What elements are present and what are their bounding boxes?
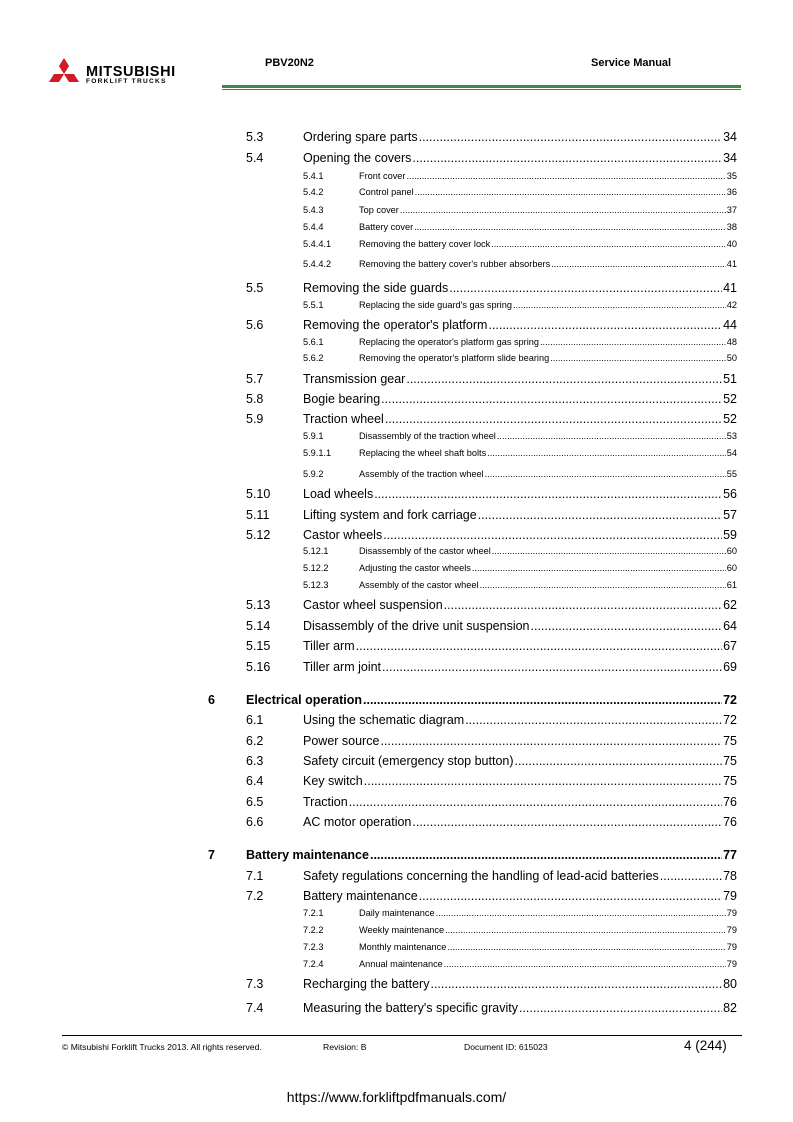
toc-entry-title: Electrical operation bbox=[246, 693, 363, 707]
toc-entry-title: Control panel bbox=[359, 187, 414, 197]
toc-entry-number: 5.4 bbox=[246, 151, 264, 165]
header-manual-title: Service Manual bbox=[591, 57, 672, 69]
toc-entry-page: 79 bbox=[723, 889, 737, 903]
toc-entry-title: Traction bbox=[303, 795, 348, 809]
toc-entry[interactable] bbox=[0, 353, 793, 367]
toc-entry-number: 6.6 bbox=[246, 815, 264, 829]
toc-entry[interactable] bbox=[0, 713, 793, 731]
toc-entry-title: Opening the covers bbox=[303, 151, 412, 165]
toc-entry[interactable] bbox=[0, 977, 793, 995]
toc-entry-page: 79 bbox=[726, 942, 737, 952]
toc-entry-title: Safety regulations concerning the handling of lead-acid batteries bbox=[303, 869, 659, 883]
toc-dot-leader bbox=[472, 563, 726, 573]
toc-entry-page: 77 bbox=[723, 848, 737, 862]
toc-entry[interactable] bbox=[0, 942, 793, 956]
toc-dot-leader bbox=[374, 487, 722, 501]
toc-entry[interactable] bbox=[0, 754, 793, 772]
toc-entry[interactable] bbox=[0, 487, 793, 505]
toc-dot-leader bbox=[406, 372, 722, 386]
toc-entry-number: 7.2.3 bbox=[303, 942, 324, 952]
toc-entry-number: 5.9.1 bbox=[303, 431, 324, 441]
toc-entry-title: Castor wheel suspension bbox=[303, 598, 443, 612]
toc-entry-page: 50 bbox=[726, 353, 737, 363]
toc-entry-page: 53 bbox=[726, 431, 737, 441]
toc-dot-leader bbox=[412, 151, 722, 165]
toc-dot-leader bbox=[497, 431, 726, 441]
toc-entry[interactable] bbox=[0, 908, 793, 922]
toc-dot-leader bbox=[513, 300, 726, 310]
toc-entry[interactable] bbox=[0, 187, 793, 201]
toc-dot-leader bbox=[491, 239, 726, 249]
toc-dot-leader bbox=[436, 908, 726, 918]
toc-entry-number: 6 bbox=[208, 693, 215, 707]
toc-dot-leader bbox=[415, 187, 726, 197]
toc-entry-number: 5.12.1 bbox=[303, 546, 329, 556]
toc-entry-page: 52 bbox=[723, 412, 737, 426]
toc-entry-title: Disassembly of the drive unit suspension bbox=[303, 619, 530, 633]
toc-entry-number: 5.9.1.1 bbox=[303, 448, 332, 458]
toc-dot-leader bbox=[492, 546, 726, 556]
toc-entry[interactable] bbox=[0, 300, 793, 314]
toc-entry-number: 5.5.1 bbox=[303, 300, 324, 310]
toc-entry-title: Power source bbox=[303, 734, 380, 748]
toc-chapter[interactable] bbox=[0, 848, 793, 866]
toc-entry-title: Front cover bbox=[359, 171, 406, 181]
toc-entry[interactable] bbox=[0, 469, 793, 483]
toc-entry-number: 5.4.1 bbox=[303, 171, 324, 181]
toc-entry-page: 72 bbox=[723, 713, 737, 727]
toc-entry-number: 5.13 bbox=[246, 598, 271, 612]
toc-dot-leader bbox=[465, 713, 722, 727]
toc-dot-leader bbox=[363, 693, 722, 707]
toc-entry-number: 6.5 bbox=[246, 795, 264, 809]
toc-entry[interactable] bbox=[0, 239, 793, 253]
toc-entry-number: 5.8 bbox=[246, 392, 264, 406]
toc-dot-leader bbox=[540, 337, 726, 347]
toc-entry-page: 78 bbox=[723, 869, 737, 883]
toc-entry-title: Removing the battery cover's rubber absorbers bbox=[359, 259, 551, 269]
toc-entry-page: 62 bbox=[723, 598, 737, 612]
toc-entry-title: Castor wheels bbox=[303, 528, 383, 542]
toc-entry-title: Removing the operator's platform bbox=[303, 318, 488, 332]
toc-entry[interactable] bbox=[0, 815, 793, 833]
footer-document-id: Document ID: 615023 bbox=[464, 1042, 548, 1052]
toc-entry-number: 5.5 bbox=[246, 281, 264, 295]
toc-entry[interactable] bbox=[0, 959, 793, 973]
toc-entry-page: 54 bbox=[726, 448, 737, 458]
toc-entry-page: 79 bbox=[726, 925, 737, 935]
toc-entry-title: Battery cover bbox=[359, 222, 414, 232]
toc-entry-title: Load wheels bbox=[303, 487, 374, 501]
toc-entry-number: 7.3 bbox=[246, 977, 264, 991]
toc-entry[interactable] bbox=[0, 448, 793, 462]
mitsubishi-diamonds-icon bbox=[46, 58, 82, 90]
toc-entry-title: Transmission gear bbox=[303, 372, 406, 386]
toc-entry-page: 36 bbox=[726, 187, 737, 197]
toc-dot-leader bbox=[385, 412, 722, 426]
footer-rule bbox=[62, 1035, 742, 1036]
toc-entry-number: 6.3 bbox=[246, 754, 264, 768]
toc-dot-leader bbox=[380, 734, 722, 748]
toc-entry-title: Bogie bearing bbox=[303, 392, 381, 406]
toc-entry-title: Removing the operator's platform slide bearing bbox=[359, 353, 550, 363]
toc-dot-leader bbox=[381, 392, 722, 406]
toc-dot-leader bbox=[383, 528, 722, 542]
toc-entry-title: Replacing the side guard's gas spring bbox=[359, 300, 512, 310]
toc-entry-number: 5.4.3 bbox=[303, 205, 324, 215]
toc-entry-number: 5.12 bbox=[246, 528, 271, 542]
toc-entry-number: 5.7 bbox=[246, 372, 264, 386]
toc-entry-number: 7.2.4 bbox=[303, 959, 324, 969]
toc-dot-leader bbox=[531, 619, 723, 633]
toc-entry-title: Assembly of the traction wheel bbox=[359, 469, 484, 479]
toc-entry-number: 6.4 bbox=[246, 774, 264, 788]
toc-entry[interactable] bbox=[0, 889, 793, 907]
toc-entry-page: 60 bbox=[726, 546, 737, 556]
toc-entry[interactable] bbox=[0, 222, 793, 236]
toc-entry-page: 61 bbox=[726, 580, 737, 590]
toc-dot-leader bbox=[400, 205, 726, 215]
footer-page-number: 4 (244) bbox=[684, 1038, 727, 1053]
toc-entry-number: 5.6.2 bbox=[303, 353, 324, 363]
toc-entry[interactable] bbox=[0, 774, 793, 792]
toc-entry-title: Safety circuit (emergency stop button) bbox=[303, 754, 514, 768]
toc-entry-page: 69 bbox=[723, 660, 737, 674]
toc-entry[interactable] bbox=[0, 869, 793, 887]
toc-entry-number: 5.3 bbox=[246, 130, 264, 144]
toc-dot-leader bbox=[356, 639, 722, 653]
toc-entry-number: 6.2 bbox=[246, 734, 264, 748]
toc-entry-number: 7 bbox=[208, 848, 215, 862]
toc-dot-leader bbox=[488, 318, 722, 332]
toc-entry-title: Daily maintenance bbox=[359, 908, 435, 918]
toc-entry-page: 79 bbox=[726, 959, 737, 969]
toc-entry-number: 7.2.1 bbox=[303, 908, 324, 918]
toc-entry[interactable] bbox=[0, 205, 793, 219]
toc-entry[interactable] bbox=[0, 734, 793, 752]
toc-entry-title: Traction wheel bbox=[303, 412, 384, 426]
toc-dot-leader bbox=[406, 171, 725, 181]
toc-entry[interactable] bbox=[0, 619, 793, 637]
toc-entry-title: Disassembly of the castor wheel bbox=[359, 546, 491, 556]
toc-dot-leader bbox=[445, 925, 726, 935]
toc-dot-leader bbox=[444, 959, 726, 969]
source-url[interactable]: https://www.forkliftpdfmanuals.com/ bbox=[286, 1089, 507, 1105]
toc-entry-page: 75 bbox=[723, 774, 737, 788]
toc-entry[interactable] bbox=[0, 546, 793, 560]
toc-entry-number: 5.6.1 bbox=[303, 337, 324, 347]
toc-entry-page: 35 bbox=[726, 171, 737, 181]
toc-entry[interactable] bbox=[0, 528, 793, 546]
toc-entry-number: 5.9 bbox=[246, 412, 264, 426]
toc-entry-title: Monthly maintenance bbox=[359, 942, 447, 952]
toc-dot-leader bbox=[382, 660, 722, 674]
brand-name: MITSUBISHI bbox=[86, 64, 176, 80]
toc-entry-page: 59 bbox=[723, 528, 737, 542]
toc-entry[interactable] bbox=[0, 563, 793, 577]
toc-entry-page: 40 bbox=[726, 239, 737, 249]
toc-entry[interactable] bbox=[0, 392, 793, 410]
toc-entry-title: Battery maintenance bbox=[303, 889, 418, 903]
toc-entry[interactable] bbox=[0, 412, 793, 430]
toc-dot-leader bbox=[419, 889, 722, 903]
toc-entry-page: 60 bbox=[726, 563, 737, 573]
toc-entry-page: 34 bbox=[723, 151, 737, 165]
toc-entry-title: Recharging the battery bbox=[303, 977, 430, 991]
toc-entry-number: 5.12.2 bbox=[303, 563, 329, 573]
toc-entry[interactable] bbox=[0, 431, 793, 445]
toc-dot-leader bbox=[370, 848, 722, 862]
toc-entry-number: 5.11 bbox=[246, 508, 270, 522]
toc-dot-leader bbox=[444, 598, 722, 612]
brand-subtitle: FORKLIFT TRUCKS bbox=[86, 78, 167, 85]
toc-entry[interactable] bbox=[0, 1001, 793, 1019]
toc-entry[interactable] bbox=[0, 580, 793, 594]
toc-entry-page: 42 bbox=[726, 300, 737, 310]
toc-entry-page: 51 bbox=[723, 372, 737, 386]
toc-entry-title: Removing the side guards bbox=[303, 281, 449, 295]
toc-dot-leader bbox=[519, 1001, 722, 1015]
toc-dot-leader bbox=[478, 508, 722, 522]
header-rule bbox=[222, 85, 741, 88]
toc-entry-title: Measuring the battery's specific gravity bbox=[303, 1001, 518, 1015]
toc-entry[interactable] bbox=[0, 259, 793, 273]
toc-entry-page: 52 bbox=[723, 392, 737, 406]
toc-entry-page: 57 bbox=[723, 508, 737, 522]
toc-entry-number: 7.2.2 bbox=[303, 925, 324, 935]
toc-entry-page: 72 bbox=[723, 693, 737, 707]
toc-dot-leader bbox=[550, 353, 726, 363]
toc-entry-number: 6.1 bbox=[246, 713, 264, 727]
toc-entry[interactable] bbox=[0, 337, 793, 351]
toc-dot-leader bbox=[551, 259, 726, 269]
toc-entry-title: Replacing the operator's platform gas spring bbox=[359, 337, 539, 347]
toc-entry-page: 48 bbox=[726, 337, 737, 347]
toc-entry-title: Top cover bbox=[359, 205, 399, 215]
toc-entry-title: Adjusting the castor wheels bbox=[359, 563, 471, 573]
toc-entry-page: 75 bbox=[723, 734, 737, 748]
toc-dot-leader bbox=[447, 942, 725, 952]
toc-entry-title: Lifting system and fork carriage bbox=[303, 508, 477, 522]
toc-entry-title: Tiller arm joint bbox=[303, 660, 382, 674]
toc-entry-page: 64 bbox=[723, 619, 737, 633]
toc-entry-page: 76 bbox=[723, 795, 737, 809]
toc-entry-page: 34 bbox=[723, 130, 737, 144]
toc-dot-leader bbox=[449, 281, 722, 295]
toc-chapter[interactable] bbox=[0, 693, 793, 711]
toc-entry-page: 55 bbox=[726, 469, 737, 479]
toc-entry[interactable] bbox=[0, 508, 793, 526]
toc-entry-page: 44 bbox=[723, 318, 737, 332]
toc-dot-leader bbox=[364, 774, 722, 788]
toc-entry-number: 5.4.2 bbox=[303, 187, 324, 197]
toc-entry-number: 5.15 bbox=[246, 639, 271, 653]
toc-dot-leader bbox=[414, 222, 726, 232]
header-rule-thin bbox=[222, 89, 741, 90]
toc-entry-page: 41 bbox=[723, 281, 737, 295]
footer-copyright: © Mitsubishi Forklift Trucks 2013. All rights reserved. bbox=[62, 1042, 262, 1052]
toc-entry-title: Assembly of the castor wheel bbox=[359, 580, 479, 590]
toc-entry-number: 5.10 bbox=[246, 487, 271, 501]
toc-dot-leader bbox=[485, 469, 726, 479]
toc-entry-number: 7.1 bbox=[246, 869, 264, 883]
toc-entry[interactable] bbox=[0, 639, 793, 657]
toc-entry[interactable] bbox=[0, 925, 793, 939]
toc-entry-page: 76 bbox=[723, 815, 737, 829]
toc-entry-page: 41 bbox=[726, 259, 737, 269]
toc-entry-number: 5.6 bbox=[246, 318, 264, 332]
toc-entry[interactable] bbox=[0, 171, 793, 185]
toc-entry-page: 67 bbox=[723, 639, 737, 653]
header-model: PBV20N2 bbox=[265, 57, 314, 69]
toc-entry-page: 82 bbox=[723, 1001, 737, 1015]
toc-entry[interactable] bbox=[0, 660, 793, 678]
toc-entry-number: 7.2 bbox=[246, 889, 264, 903]
toc-entry[interactable] bbox=[0, 151, 793, 169]
toc-entry-number: 5.4.4.1 bbox=[303, 239, 332, 249]
toc-entry-title: Weekly maintenance bbox=[359, 925, 445, 935]
toc-entry[interactable] bbox=[0, 130, 793, 148]
toc-entry-page: 75 bbox=[723, 754, 737, 768]
toc-entry-title: Disassembly of the traction wheel bbox=[359, 431, 496, 441]
toc-entry-title: Ordering spare parts bbox=[303, 130, 418, 144]
toc-entry-page: 80 bbox=[723, 977, 737, 991]
toc-entry-title: Replacing the wheel shaft bolts bbox=[359, 448, 487, 458]
toc-dot-leader bbox=[660, 869, 722, 883]
toc-entry-number: 5.4.4 bbox=[303, 222, 324, 232]
brand-logo bbox=[46, 58, 216, 90]
toc-dot-leader bbox=[430, 977, 722, 991]
toc-entry-title: Tiller arm bbox=[303, 639, 355, 653]
toc-entry-title: Annual maintenance bbox=[359, 959, 443, 969]
toc-entry-page: 56 bbox=[723, 487, 737, 501]
toc-entry-number: 7.4 bbox=[246, 1001, 264, 1015]
toc-dot-leader bbox=[487, 448, 726, 458]
toc-entry[interactable] bbox=[0, 318, 793, 336]
toc-entry-title: Battery maintenance bbox=[246, 848, 369, 862]
toc-entry-number: 5.9.2 bbox=[303, 469, 324, 479]
toc-dot-leader bbox=[419, 130, 722, 144]
toc-entry-number: 5.16 bbox=[246, 660, 271, 674]
toc-entry[interactable] bbox=[0, 372, 793, 390]
toc-entry[interactable] bbox=[0, 795, 793, 813]
toc-dot-leader bbox=[412, 815, 722, 829]
toc-entry[interactable] bbox=[0, 598, 793, 616]
toc-entry-title: AC motor operation bbox=[303, 815, 412, 829]
toc-entry-number: 5.4.4.2 bbox=[303, 259, 332, 269]
toc-entry-page: 79 bbox=[726, 908, 737, 918]
toc-entry[interactable] bbox=[0, 281, 793, 299]
toc-entry-number: 5.14 bbox=[246, 619, 271, 633]
toc-entry-title: Removing the battery cover lock bbox=[359, 239, 491, 249]
footer-revision: Revision: B bbox=[323, 1042, 367, 1052]
toc-entry-title: Key switch bbox=[303, 774, 363, 788]
toc-entry-number: 5.12.3 bbox=[303, 580, 329, 590]
toc-entry-title: Using the schematic diagram bbox=[303, 713, 465, 727]
toc-dot-leader bbox=[349, 795, 722, 809]
toc-dot-leader bbox=[480, 580, 726, 590]
toc-entry-page: 37 bbox=[726, 205, 737, 215]
toc-entry-page: 38 bbox=[726, 222, 737, 232]
toc-dot-leader bbox=[515, 754, 723, 768]
